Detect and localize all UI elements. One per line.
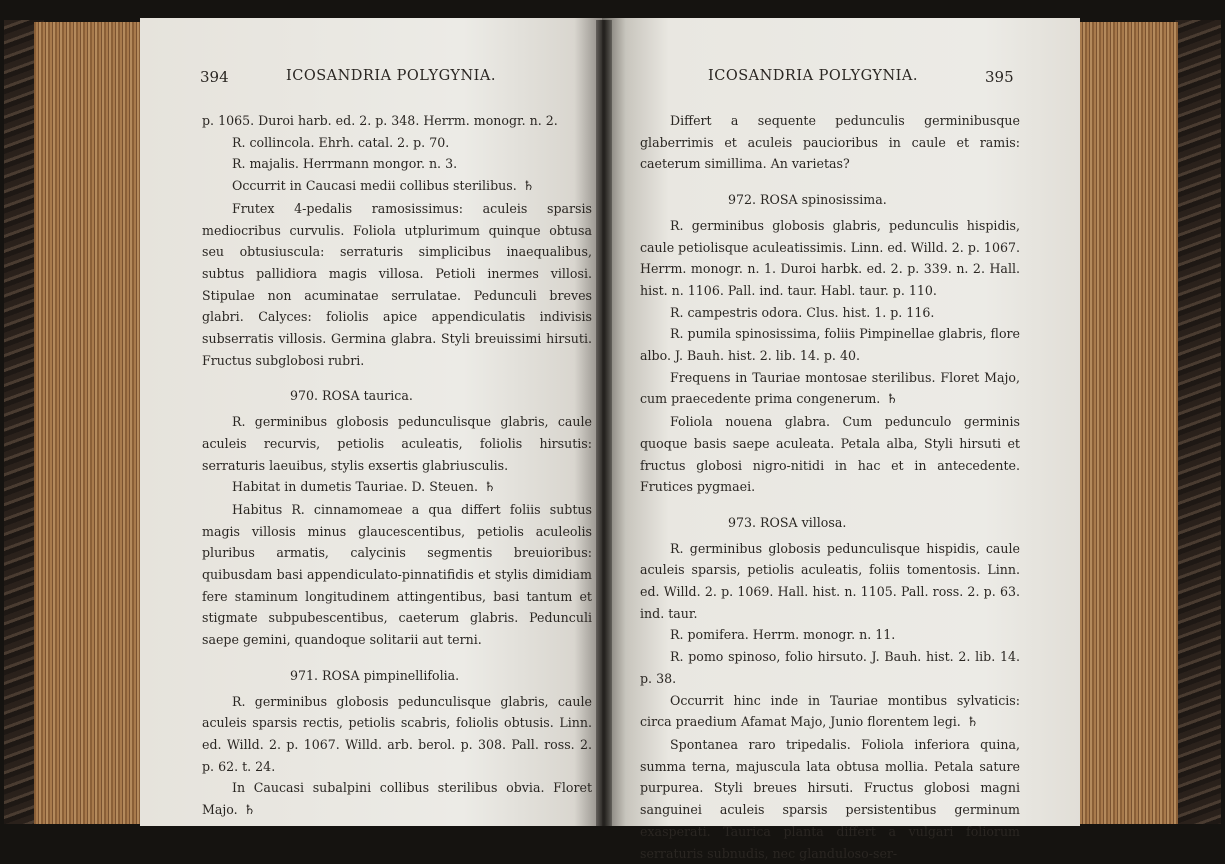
diagnosis-paragraph: R. germinibus globosis pedunculisque hispidis, caule aculeis sparsis, petiolis aculeatis, foliis tomentosis. Linn. ed. Willd. 2. p. 1069. Hall. hist. n. 1105. Pall. ross. 2. p. 63. ind. taur.	[640, 540, 1020, 621]
page-stack-right	[1078, 22, 1178, 824]
page-text	[640, 110, 1020, 864]
species-heading: 973. ROSA villosa.	[728, 514, 847, 530]
diagnosis-paragraph: R. germinibus globosis pedunculisque glabris, caule aculeis recurvis, petiolis aculeatis, foliolis hirsutis: serraturis laeuibus, stylis exsertis glabriusculis.	[202, 414, 592, 473]
page-number: 395	[985, 68, 1014, 86]
shrub-symbol-icon: ♄	[522, 179, 535, 195]
book-gutter	[596, 20, 612, 826]
habitat-line: Frequens in Tauriae montosae sterilibus. Floret Majo, cum praecedente prima congenerum. ♄	[640, 369, 1020, 408]
species-heading: 971. ROSA pimpinellifolia.	[290, 667, 460, 683]
diagnosis-paragraph: R. germinibus globosis pedunculisque glabris, caule aculeis sparsis rectis, petiolis scabris, foliolis obtusis. Linn. ed. Willd. 2. p. 1067. Willd. arb. berol. p. 308. Pall. ross. 2. p. 62. t. 24.	[202, 693, 592, 774]
description-paragraph: Differt a sequente pedunculis germinibusque glaberrimis et aculeis paucioribus in caule et ramis: caeterum simillima. An varietas?	[640, 113, 1020, 172]
synonym-line: R. majalis. Herrmann mongor. n. 3.	[232, 156, 458, 172]
page-text	[202, 110, 592, 822]
habitat-line: Habitat in dumetis Tauriae. D. Steuen. ♄	[232, 479, 496, 496]
right-page	[602, 18, 1080, 861]
synonym-line: R. campestris odora. Clus. hist. 1. p. 116.	[670, 304, 935, 320]
synonym-line: R. pumila spinosissima, foliis Pimpinellae glabris, flore albo. J. Bauh. hist. 2. lib. 14. p. 40.	[640, 326, 1020, 364]
left-page	[140, 18, 602, 826]
synonym-line: R. pomifera. Herrm. monogr. n. 11.	[670, 627, 896, 643]
description-paragraph: Spontanea raro tripedalis. Foliola inferiora quina, summa terna, majuscula lata obtusa mollia. Petala sature purpurea. Styli breues hirsuti. Fructus globosi magni sanguinei aculeis sparsis persistentibus germinum exasperati. Taurica planta differt a vulgari foliorum serraturis subnudis, nec glanduloso-ser-	[640, 736, 1020, 861]
habitat-line: Occurrit hinc inde in Tauriae montibus sylvaticis: circa praedium Afamat Majo, Junio florentem legi. ♄	[640, 692, 1020, 731]
shrub-symbol-icon: ♄	[484, 480, 496, 496]
description-paragraph: Foliola nouena glabra. Cum pedunculo germinis quoque basis saepe aculeata. Petala alba, Styli hirsuti et fructus globosi nigro-nitidi in hac et in antecedente. Frutices pygmaei.	[640, 414, 1020, 495]
diagnosis-paragraph: R. germinibus globosis glabris, pedunculis hispidis, caule petiolisque aculeatissimis. Linn. ed. Willd. 2. p. 1067. Herrm. monogr. n. 1. Duroi harbk. ed. 2. p. 339. n. 2. Hall. hist. n. 1106. Pall. ind. taur. Habl. taur. p. 110.	[640, 217, 1020, 298]
book-cover-right	[1175, 20, 1221, 824]
synonym-line: R. pomo spinoso, folio hirsuto. J. Bauh. hist. 2. lib. 14. p. 38.	[640, 649, 1020, 686]
habitat-line: Occurrit in Caucasi medii collibus sterilibus. ♄	[232, 178, 535, 195]
page-number: 394	[200, 68, 229, 86]
text-line: p. 1065. Duroi harb. ed. 2. p. 348. Herrm. monogr. n. 2.	[202, 113, 558, 128]
habitat-line: In Caucasi subalpini collibus sterilibus obvia. Floret Majo. ♄	[202, 780, 592, 819]
species-heading: 970. ROSA taurica.	[290, 388, 413, 404]
running-head: ICOSANDRIA POLYGYNIA.	[286, 68, 496, 84]
description-paragraph: Frutex 4-pedalis ramosissimus: aculeis sparsis mediocribus curvulis. Foliola utplurimum quinque obtusa seu obtusiuscula: serraturis simplicibus inaequalibus, subtus pallidiora magis villosa. Petioli inermes villosi. Stipulae non acuminatae serrulatae. Pedunculi breves glabri. Calyces: foliolis apice appendiculatis indivisis subserratis villosis. Germina glabra. Styli breuissimi hirsuti. Fructus subglobosi rubri.	[202, 200, 592, 368]
shrub-symbol-icon: ♄	[966, 715, 979, 731]
page-stack-left	[34, 22, 142, 824]
synonym-line: R. collincola. Ehrh. catal. 2. p. 70.	[232, 134, 450, 150]
shrub-symbol-icon: ♄	[243, 803, 256, 819]
running-head: ICOSANDRIA POLYGYNIA.	[708, 68, 918, 84]
shrub-symbol-icon: ♄	[886, 392, 898, 408]
description-paragraph: Habitus R. cinnamomeae a qua differt foliis subtus magis villosis minus glaucescentibus, petiolis aculeolis pluribus armatis, calycinis segmentis breuioribus: quibusdam basi appendiculato-pinnatifidis et stylis dimidiam fere staminum longitudinem attingentibus, basi tantum et stigmate subpubescentibus, caeterum glabris. Pedunculi saepe gemini, quandoque solitarii aut terni.	[202, 501, 592, 648]
species-heading: 972. ROSA spinosissima.	[728, 192, 887, 208]
